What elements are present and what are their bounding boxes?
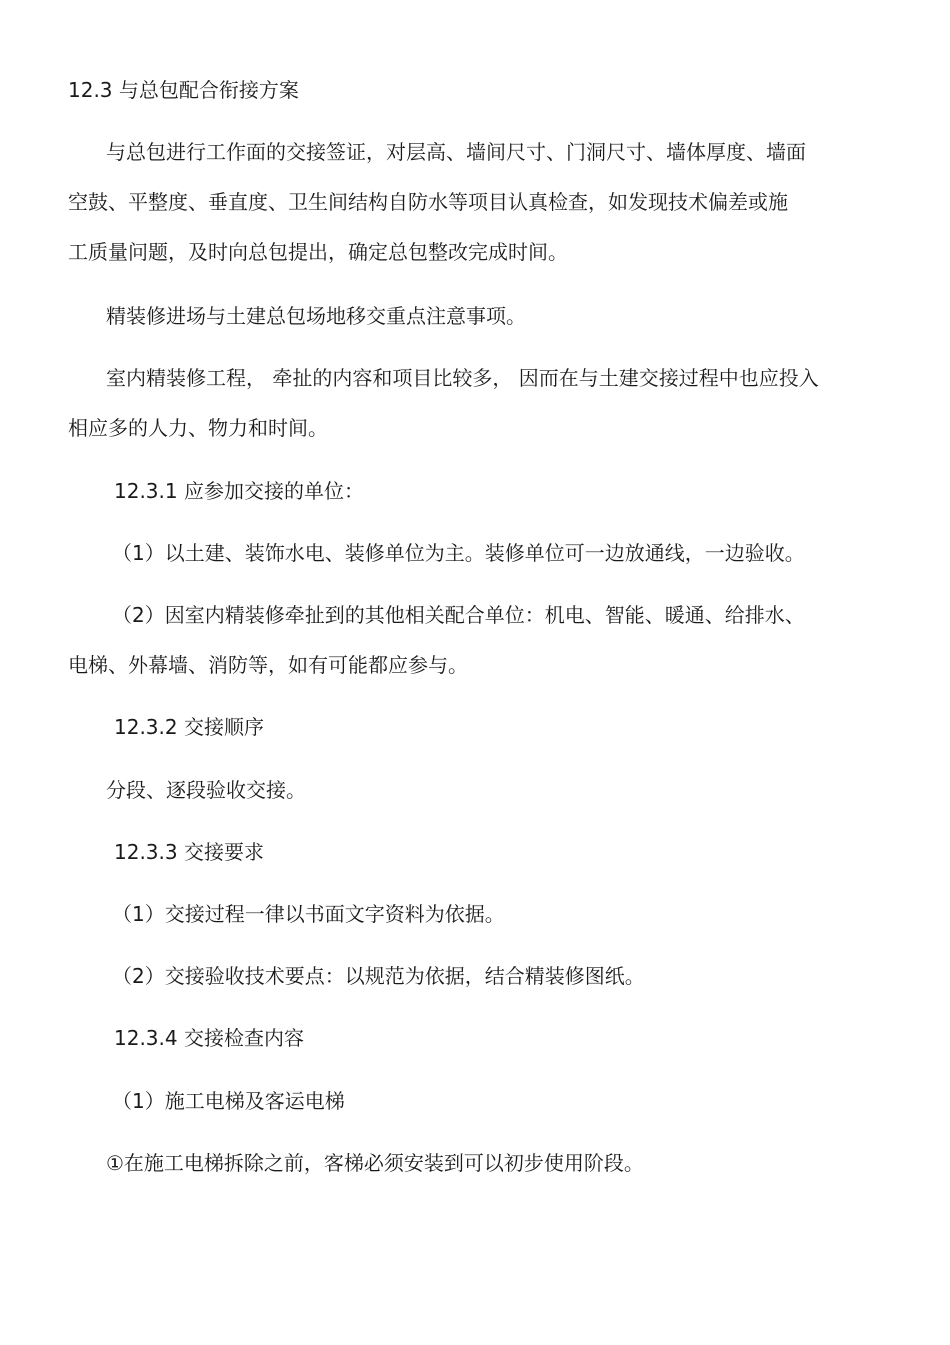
- paragraph-line: 空鼓、平整度、垂直度、卫生间结构自防水等项目认真检查，如发现技术偏差或施: [68, 190, 788, 214]
- subsection-title: 12.3.3 交接要求: [114, 840, 264, 864]
- list-item: （1）交接过程一律以书面文字资料为依据。: [112, 902, 505, 926]
- paragraph-line: 工质量问题，及时向总包提出，确定总包整改完成时间。: [68, 240, 568, 264]
- paragraph-line: 室内精装修工程， 牵扯的内容和项目比较多， 因而在与土建交接过程中也应投入: [106, 366, 819, 390]
- subsection-title: 12.3.4 交接检查内容: [114, 1026, 304, 1050]
- subsection-title: 12.3.1 应参加交接的单位：: [114, 479, 364, 503]
- paragraph-line: 分段、逐段验收交接。: [106, 778, 306, 802]
- paragraph-line: 与总包进行工作面的交接签证，对层高、墙间尺寸、门洞尺寸、墙体厚度、墙面: [106, 140, 806, 164]
- list-item: （1）施工电梯及客运电梯: [112, 1089, 345, 1113]
- list-item: （2）交接验收技术要点：以规范为依据，结合精装修图纸。: [112, 964, 645, 988]
- list-item: （2）因室内精装修牵扯到的其他相关配合单位：机电、智能、暖通、给排水、: [112, 603, 805, 627]
- list-item-continuation: 电梯、外幕墙、消防等，如有可能都应参与。: [68, 653, 468, 677]
- paragraph-line: 相应多的人力、物力和时间。: [68, 416, 328, 440]
- list-item: ①在施工电梯拆除之前，客梯必须安装到可以初步使用阶段。: [106, 1151, 644, 1175]
- section-title: 12.3 与总包配合衔接方案: [68, 78, 299, 102]
- paragraph-line: 精装修进场与土建总包场地移交重点注意事项。: [106, 304, 526, 328]
- subsection-title: 12.3.2 交接顺序: [114, 715, 264, 739]
- list-item: （1）以土建、装饰水电、装修单位为主。装修单位可一边放通线，一边验收。: [112, 541, 805, 565]
